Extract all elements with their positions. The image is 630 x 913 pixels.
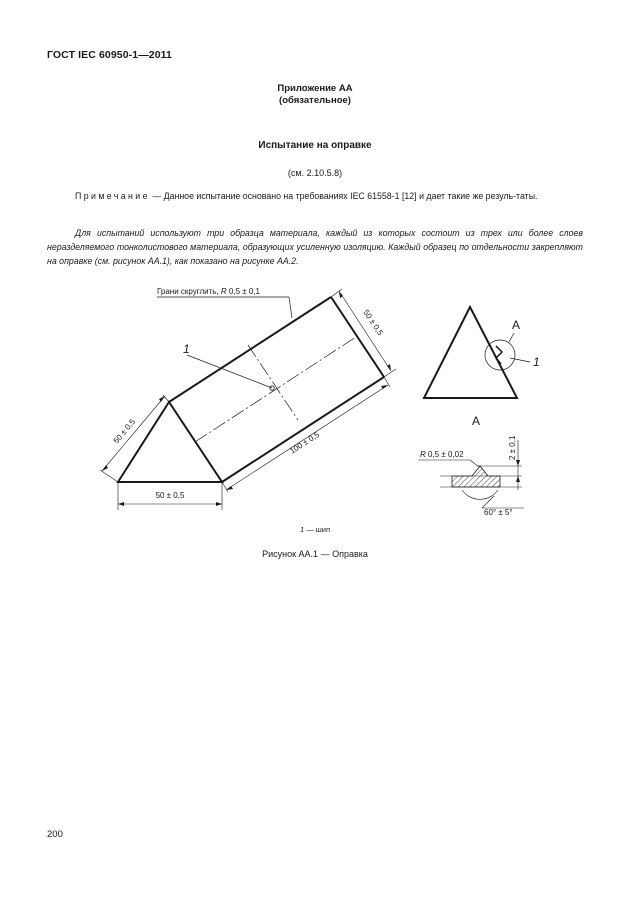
round-edges-note: Грани скруглить, R 0,5 ± 0,1 (157, 287, 260, 296)
annex-label: Приложение АА (277, 83, 353, 94)
detail-radius-label: R 0,5 ± 0,02 (420, 450, 464, 459)
section-reference: (см. 2.10.5.8) (287, 168, 343, 178)
legend-number: 1 (299, 525, 305, 534)
detail-height-label: 2 ± 0,1 (508, 435, 517, 460)
figure-caption: Рисунок АА.1 — Оправка (262, 549, 368, 559)
dim-label-length: 100 ± 0,5 (288, 429, 322, 456)
mandrel-far-edge (331, 297, 384, 377)
detail-angle-label: 60° ± 5° (484, 508, 513, 517)
end-view-triangle (424, 307, 517, 398)
body-paragraph: Для испытаний используют три образца материала, каждый из которых состоит из трех или более слоев неразделяемого тонколистового материала, образующих усиленную изоляцию. Каждый образец по отдельности закрепляют на оправке (см. рисунок АА.1), как показано на рисунке АА.2. (47, 228, 583, 266)
note-label: Примечание (75, 191, 150, 201)
dim-label-bottom: 50 ± 0,5 (155, 491, 185, 500)
centerline-long (195, 337, 356, 442)
mandrel-bottom-edge (222, 377, 384, 482)
dim-label-top-right: 50 ± 0,5 (361, 308, 385, 338)
section-label-a: A (472, 414, 481, 428)
figure-legend (0, 525, 630, 534)
legend-text: — шип (304, 525, 331, 534)
angle-arc (462, 490, 498, 499)
view-label-a: A (512, 318, 521, 332)
dim-line-left (102, 396, 165, 471)
spike-detail (496, 346, 502, 364)
note-text: — Данное испытание основано на требованиях IEC 61558-1 [12] и дает такие же резуль-таты. (149, 191, 538, 201)
document-header: ГОСТ IEC 60950-1—2011 (47, 49, 172, 61)
section-title: Испытание на оправке (258, 140, 372, 151)
page-number: 200 (47, 829, 63, 840)
annex-status: (обязательное) (279, 95, 351, 106)
dim-label-left: 50 ± 0,5 (111, 417, 138, 446)
callout-1-detail: 1 (533, 355, 540, 369)
callout-1-label: 1 (183, 342, 190, 356)
centerline-cross (248, 345, 298, 420)
mandrel-top-edge (169, 297, 331, 402)
mandrel-end-face (118, 402, 222, 482)
